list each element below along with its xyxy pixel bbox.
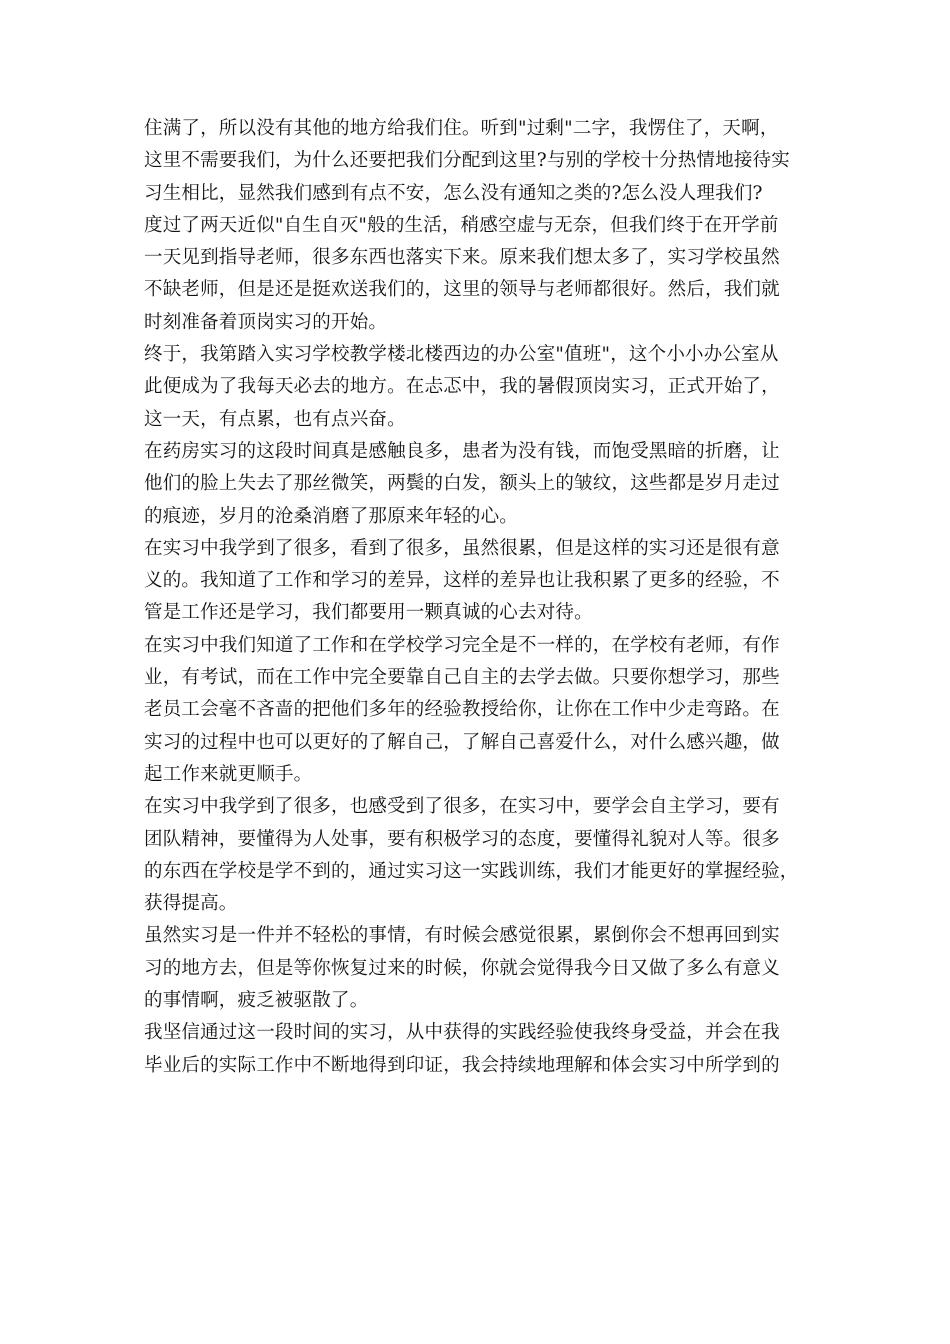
text-line: 毕业后的实际工作中不断地得到印证，我会持续地理解和体会实习中所学到的 — [144, 1054, 780, 1076]
paragraph — [144, 113, 808, 210]
text-line: 度过了两天近似"自生自灭"般的生活，稍感空虚与无奈，但我们终于在开学前 — [144, 214, 779, 236]
text-line: 在药房实习的这段时间真是感触良多，患者为没有钱，而饱受黑暗的折磨，让 — [144, 440, 780, 462]
text-line: 业，有考试，而在工作中完全要靠自己自主的去学去做。只要你想学习，那些 — [144, 667, 780, 689]
text-line: 义的。我知道了工作和学习的差异，这样的差异也让我积累了更多的经验，不 — [144, 570, 780, 592]
text-line: 老员工会毫不吝啬的把他们多年的经验教授给你，让你在工作中少走弯路。在 — [144, 699, 780, 721]
text-line: 不缺老师，但是还是挺欢送我们的，这里的领导与老师都很好。然后，我们就 — [144, 279, 780, 301]
text-line: 我坚信通过这一段时间的实习，从中获得的实践经验使我终身受益，并会在我 — [144, 1022, 780, 1044]
paragraph — [144, 920, 808, 1017]
text-line: 在实习中我学到了很多，也感受到了很多，在实习中，要学会自主学习，要有 — [144, 796, 780, 818]
text-line: 虽然实习是一件并不轻松的事情，有时候会感觉很累，累倒你会不想再回到实 — [144, 925, 780, 947]
paragraph — [144, 533, 808, 630]
text-line: 这里不需要我们，为什么还要把我们分配到这里?与别的学校十分热情地接待实 — [144, 150, 790, 172]
text-line: 习的地方去，但是等你恢复过来的时候，你就会觉得我今日又做了多么有意义 — [144, 957, 780, 979]
text-line: 终于，我第踏入实习学校教学楼北楼西边的办公室"值班"，这个小小办公室从 — [144, 344, 779, 366]
paragraph — [144, 436, 808, 533]
text-line: 一天见到指导老师，很多东西也落实下来。原来我们想太多了，实习学校虽然 — [144, 247, 780, 269]
text-line: 时刻准备着顶岗实习的开始。 — [144, 311, 388, 333]
text-line: 起工作来就更顺手。 — [144, 763, 313, 785]
paragraph — [144, 210, 808, 339]
text-line: 管是工作还是学习，我们都要用一颗真诚的心去对待。 — [144, 602, 593, 624]
text-line: 获得提高。 — [144, 893, 238, 915]
text-line: 的痕迹，岁月的沧桑消磨了那原来年轻的心。 — [144, 505, 519, 527]
text-line: 在实习中我学到了很多，看到了很多，虽然很累，但是这样的实习还是很有意 — [144, 537, 780, 559]
paragraph — [144, 791, 808, 920]
text-line: 住满了，所以没有其他的地方给我们住。听到"过剩"二字，我愣住了，天啊， — [144, 118, 779, 139]
text-line: 团队精神，要懂得为人处事，要有积极学习的态度，要懂得礼貌对人等。很多 — [144, 828, 780, 850]
text-line: 实习的过程中也可以更好的了解自己，了解自己喜爱什么，对什么感兴趣，做 — [144, 731, 780, 753]
text-line: 的事情啊，疲乏被驱散了。 — [144, 990, 369, 1012]
text-line: 的东西在学校是学不到的，通过实习这一实践训练，我们才能更好的掌握经验， — [144, 860, 799, 882]
text-line: 在实习中我们知道了工作和在学校学习完全是不一样的，在学校有老师，有作 — [144, 634, 780, 656]
text-line: 这一天，有点累，也有点兴奋。 — [144, 408, 406, 430]
text-line: 他们的脸上失去了那丝微笑，两鬓的白发，额头上的皱纹，这些都是岁月走过 — [144, 473, 780, 495]
text-line: 习生相比，显然我们感到有点不安，怎么没有通知之类的?怎么没人理我们? — [144, 182, 763, 204]
paragraph — [144, 1017, 808, 1082]
text-line: 此便成为了我每天必去的地方。在忐忑中，我的暑假顶岗实习，正式开始了， — [144, 376, 780, 398]
document-body — [144, 113, 808, 1082]
paragraph — [144, 630, 808, 791]
paragraph — [144, 339, 808, 436]
